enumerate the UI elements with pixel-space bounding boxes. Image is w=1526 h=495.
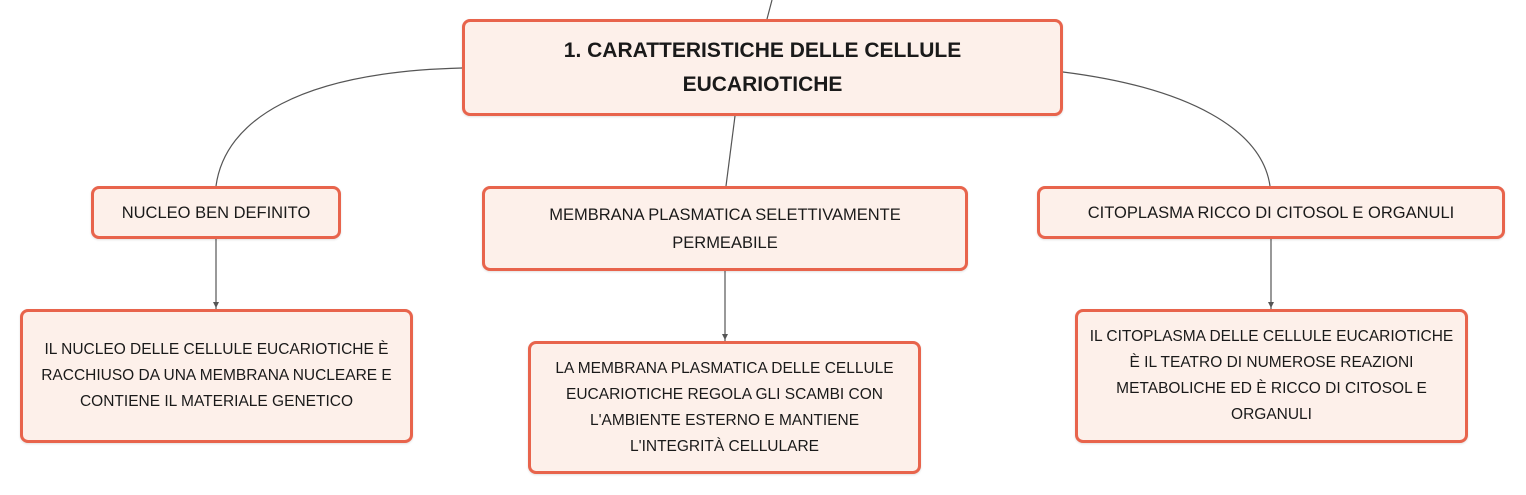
detail-membrana[interactable]: [528, 341, 921, 474]
topic-nucleo[interactable]: [91, 186, 341, 239]
root-topic-label: 1. CARATTERISTICHE DELLE CELLULE EUCARIOTICHE: [563, 38, 962, 96]
connector-root-to-topic-2: [726, 116, 735, 186]
connector-root-to-topic-1: [216, 68, 462, 186]
connector-parent-to-root: [767, 0, 772, 19]
detail-citoplasma[interactable]: [1075, 309, 1468, 443]
arrowhead-topic-1: [213, 302, 219, 308]
topic-label: CITOPLASMA RICCO DI CITOSOL E ORGANULI: [1087, 203, 1455, 222]
root-topic[interactable]: [462, 19, 1063, 116]
detail-text: LA MEMBRANA PLASMATICA DELLE CELLULE EUCARIOTICHE REGOLA GLI SCAMBI CON L'AMBIENTE ESTERNO E MANTIENE L'INTEGRITÀ CELLULARE: [555, 359, 894, 455]
topic-membrana[interactable]: [482, 186, 968, 271]
detail-text: IL CITOPLASMA DELLE CELLULE EUCARIOTICHE È IL TEATRO DI NUMEROSE REAZIONI METABOLICHE ED È RICCO DI CITOSOL E ORGANULI: [1089, 328, 1454, 423]
detail-text: IL NUCLEO DELLE CELLULE EUCARIOTICHE È RACCHIUSO DA UNA MEMBRANA NUCLEARE E CONTIENE IL MATERIALE GENETICO: [41, 341, 392, 410]
topic-citoplasma[interactable]: [1037, 186, 1505, 239]
detail-nucleo[interactable]: [20, 309, 413, 443]
connector-root-to-topic-3: [1063, 72, 1270, 186]
topic-label: NUCLEO BEN DEFINITO: [121, 203, 311, 222]
topic-label: MEMBRANA PLASMATICA SELETTIVAMENTE PERMEABILE: [549, 205, 901, 252]
arrowhead-topic-3: [1268, 302, 1274, 308]
arrowhead-topic-2: [722, 334, 728, 340]
